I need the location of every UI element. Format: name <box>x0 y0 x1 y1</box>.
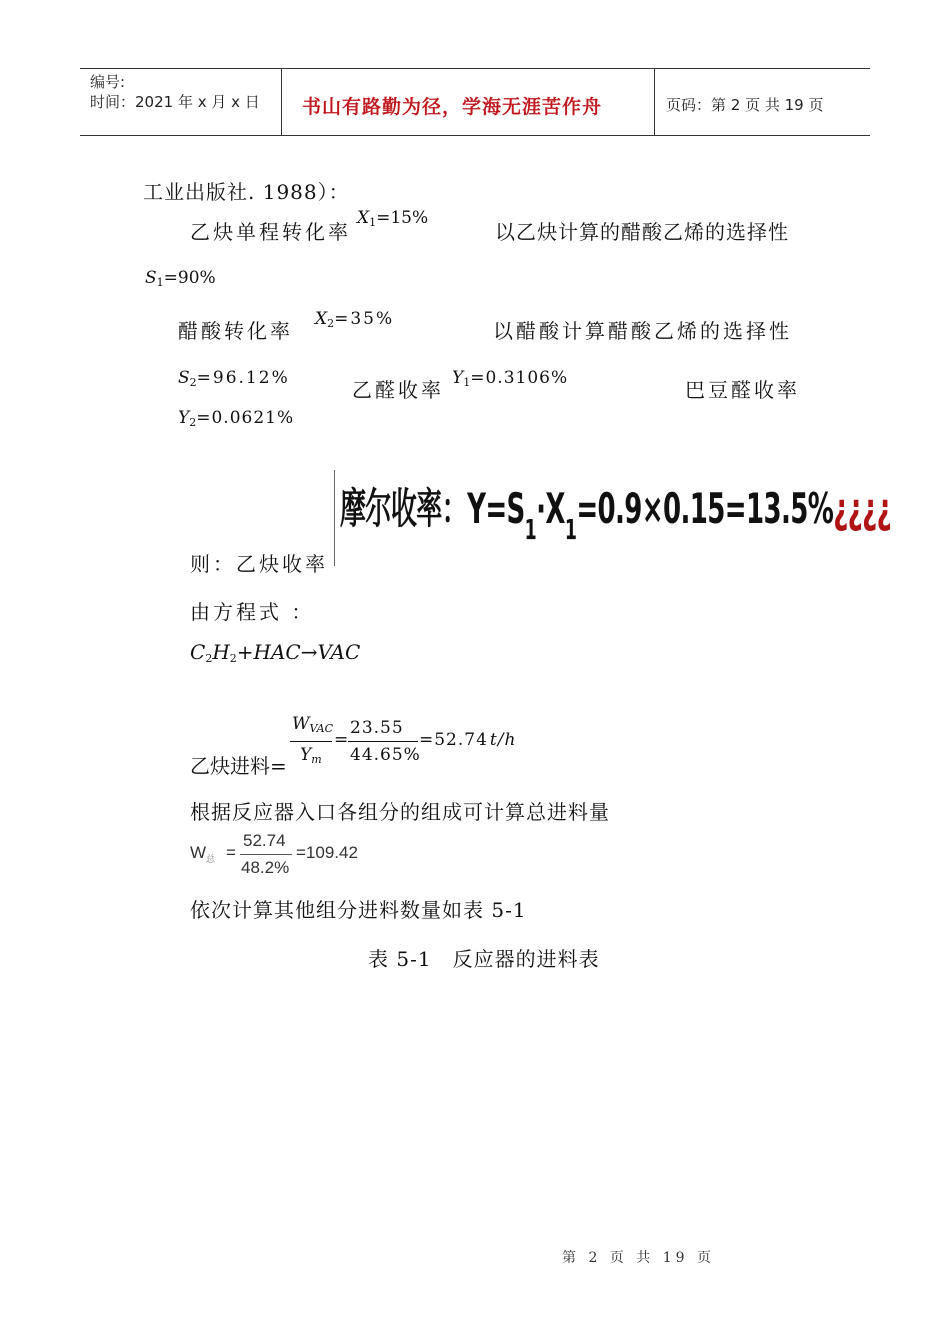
x2-value: =35% <box>334 309 395 329</box>
feed-numerator <box>292 714 333 735</box>
header-top-border <box>80 68 870 69</box>
molar-yield-sub-a: 1 <box>524 513 537 546</box>
molar-yield-garbled: ¿¿¿¿ <box>833 484 892 533</box>
x2-subscript: 2 <box>327 317 335 330</box>
molar-yield-sub-b: 1 <box>564 513 577 546</box>
w-total-result: =109.42 <box>296 843 358 862</box>
feed-result-value: =52.74 <box>419 730 488 750</box>
header-time-label: 时间：2021 年 x 月 x 日 <box>90 93 260 111</box>
total-feed-text: 根据反应器入口各组分的组成可计算总进料量 <box>190 800 610 824</box>
table-caption: 表 5-1 反应器的进料表 <box>368 947 600 971</box>
y2-formula <box>178 408 294 429</box>
eq-carbon: C <box>190 640 206 664</box>
y1-subscript: 1 <box>463 376 471 389</box>
w-total-denominator: 48.2% <box>241 858 290 877</box>
embedded-object-border <box>334 470 335 566</box>
molar-yield-part-c: =0.9×0.15=13.5% <box>576 484 834 533</box>
s1-subscript: 1 <box>156 276 164 289</box>
w-total-subscript: 总 <box>206 854 216 864</box>
feed-frac-denominator: 44.65% <box>350 745 421 765</box>
feed-frac-numerator: 23.55 <box>350 718 404 738</box>
feed-equals: = <box>334 730 349 750</box>
acetylene-conversion-label: 乙炔单程转化率 <box>190 220 351 244</box>
s1-value: =90% <box>163 268 216 288</box>
molar-yield-formula <box>340 476 891 546</box>
header-number-label: 编号: <box>90 73 126 91</box>
publisher-line: 工业出版社. 1988）： <box>143 180 350 204</box>
eq-carbon-sub: 2 <box>205 652 213 665</box>
eq-hydrogen-sub: 2 <box>229 652 237 665</box>
feed-num-subscript: VAC <box>309 722 334 735</box>
other-components-text: 依次计算其他组分进料数量如表 5-1 <box>190 898 527 922</box>
w-total-numerator: 52.74 <box>243 831 286 850</box>
s1-symbol: S <box>145 268 157 288</box>
header-bottom-border <box>80 135 870 136</box>
molar-yield-part-b: ·X <box>536 484 565 533</box>
feed-num-symbol: W <box>292 714 310 734</box>
crotonaldehyde-yield-label: 巴豆醛收率 <box>685 378 800 402</box>
y2-value: =0.0621% <box>196 408 295 428</box>
x1-subscript: 1 <box>369 216 377 229</box>
eq-rest: +HAC→VAC <box>236 640 361 664</box>
eq-hydrogen: H <box>212 640 230 664</box>
s2-formula <box>178 368 290 389</box>
header-page-label: 页码：第 2 页 共 19 页 <box>666 96 824 114</box>
equation-intro: 由方程式 ： <box>190 600 315 624</box>
reaction-equation <box>190 640 360 665</box>
header-divider-right <box>654 68 655 136</box>
feed-label: 乙炔进料= <box>190 754 287 778</box>
s2-subscript: 2 <box>189 376 197 389</box>
selectivity2-label: 以醋酸计算醋酸乙烯的选择性 <box>493 319 792 343</box>
y2-subscript: 2 <box>189 416 197 429</box>
w-total-fraction-line <box>240 854 292 855</box>
y1-value: =0.3106% <box>470 368 569 388</box>
y1-symbol: Y <box>452 368 464 388</box>
feed-fraction-line-2 <box>348 741 418 742</box>
header-divider-left <box>281 68 282 136</box>
acetaldehyde-yield-label: 乙醛收率 <box>352 378 444 402</box>
feed-den-symbol: Y <box>300 745 312 765</box>
page-footer: 第 2 页 共 19 页 <box>562 1250 715 1266</box>
s1-formula <box>145 268 216 289</box>
x2-symbol: X <box>315 309 328 329</box>
feed-result-unit: t/h <box>489 730 517 750</box>
feed-fraction-line-1 <box>290 741 332 742</box>
x1-value: =15% <box>376 208 429 228</box>
acetic-conversion-label: 醋酸转化率 <box>178 319 293 343</box>
acetylene-yield-label: 则：乙炔收率 <box>190 552 328 576</box>
x1-symbol: X <box>357 208 370 228</box>
y1-formula <box>452 368 568 389</box>
feed-den-subscript: m <box>311 753 322 766</box>
feed-result <box>419 730 516 750</box>
y2-symbol: Y <box>178 408 190 428</box>
w-total-letter: W <box>190 843 207 862</box>
w-total-symbol <box>190 843 215 865</box>
x1-formula <box>357 208 428 229</box>
feed-denominator <box>300 745 322 766</box>
s2-value: =96.12% <box>196 368 290 388</box>
x2-formula <box>315 309 394 330</box>
molar-yield-part-a: 摩尔收率：Y=S <box>340 484 525 533</box>
header-motto: 书山有路勤为径，学海无涯苦作舟 <box>302 96 603 118</box>
selectivity1-label: 以乙炔计算的醋酸乙烯的选择性 <box>495 220 789 244</box>
s2-symbol: S <box>178 368 190 388</box>
w-total-equals: = <box>226 843 236 862</box>
